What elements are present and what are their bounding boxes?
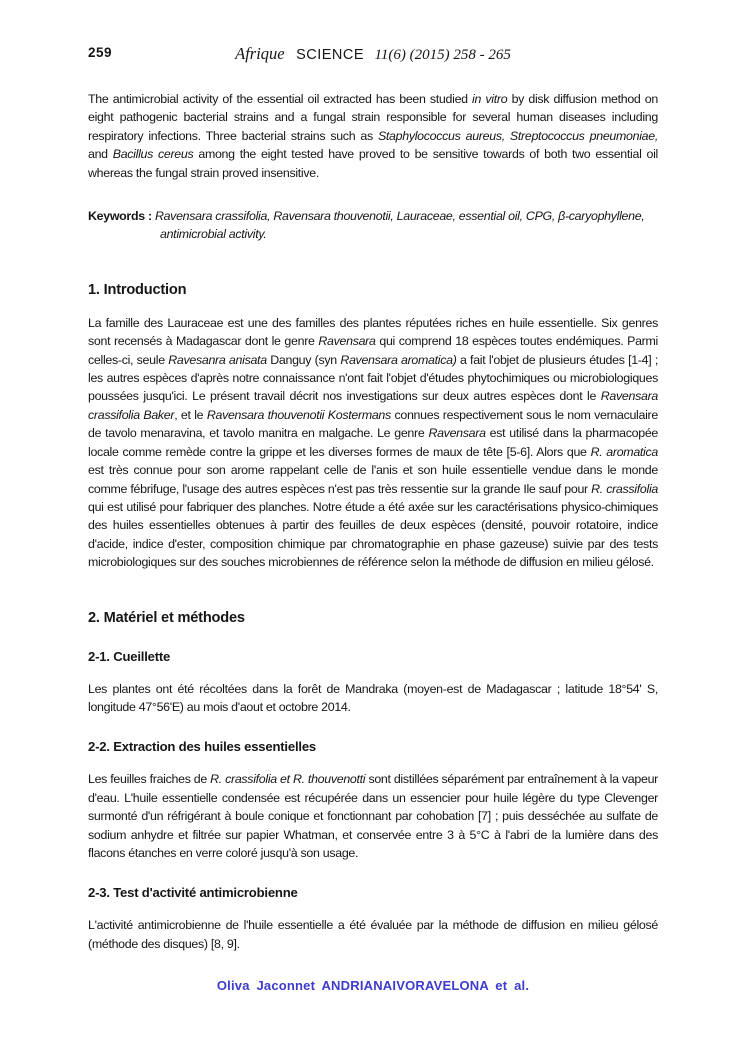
abstract-paragraph: The antimicrobial activity of the essential oil extracted has been studied in vitro by disk diffusion method on eight pathogenic bacterial strains and a fungal strain responsible for several human diseases including respiratory infections. Three bacterial strains such as Staphylococcus aureus, Streptococcus pneumoniae, and Bacillus cereus among the eight tested have proved to be sensitive towards of both two essential oil whereas the fungal strain proved insensitive. [88, 92, 658, 180]
subsection-heading-cueillette: 2-1. Cueillette [88, 648, 171, 664]
page-number: 259 [88, 45, 113, 60]
journal-title [235, 46, 511, 63]
keywords-paragraph: Keywords : Ravensara crassifolia, Ravensara thouvenotii, Lauraceae, essential oil, CPG, β-caryophyllene, antimicrobial activity. [88, 209, 645, 242]
section-heading-methods: 2. Matériel et méthodes [88, 609, 245, 626]
journal-name-italic: Afrique [235, 44, 285, 63]
section-heading-introduction: 1. Introduction [88, 281, 187, 298]
subsection-heading-extraction: 2-2. Extraction des huiles essentielles [88, 739, 316, 755]
introduction-paragraph: La famille des Lauraceae est une des familles des plantes réputées riches en huile essentielle. Six genres sont recensés à Madagascar dont le genre Ravensara qui comprend 18 espèces toutes endémiques. Parmi celles-ci, seule Ravesanra anisata Danguy (syn Ravensara aromatica) a fait l'objet de plusieurs études [1-4] ; les autres espèces d'après notre connaissance n'ont fait l'objet d'études phytochimiques ou microbiologiques poussées jusqu'ici. Le présent travail décrit nos investigations sur deux autres espèces dont le Ravensara crassifolia Baker, et le Ravensara thouvenotii Kostermans connues respectivement sous le nom vernaculaire de tavolo menaravina, et tavolo manitra en malgache. Le genre Ravensara est utilisé dans la pharmacopée locale comme remède contre la grippe et les diverses formes de maux de tête [5-6]. Alors que R. aromatica est très connue pour son arome rappelant celle de l'anis et son huile essentielle vendue dans le monde comme fébrifuge, l'usage des autres espèces n'est pas très ressentie sur la grande Ile sauf pour R. crassifolia qui est utilisé pour fabriquer des planches. Notre étude a été axée sur les caractérisations physico-chimiques des huiles essentielles obtenues à partir des feuilles de deux espèces (densité, pouvoir rotatoire, indice d'acide, indice d'ester, composition chimique par chromatographie en phase gazeuse) suivie par des tests microbiologiques sur des souches microbiennes de référence selon la méthode de diffusion en milieu gélosé. [88, 315, 658, 570]
footer-authors: Oliva Jaconnet ANDRIANAIVORAVELONA et al. [216, 978, 530, 994]
extraction-paragraph: Les feuilles fraiches de R. crassifolia et R. thouvenotti sont distillées séparément par entraînement à la vapeur d'eau. L'huile essentielle condensée est récupérée dans un essencier pour huile légère du type Clevenger surmonté d'un réfrigérant à boule conique et fonctionnant par cohobation [7] ; puis desséchée au sulfate de sodium anhydre et filtrée sur papier Whatman, et conservée entre 3 à 5°C à l'abri de la lumière dans des flacons étanches en verre coloré jusqu'à son usage. [88, 772, 658, 860]
subsection-heading-test-antimicrobien: 2-3. Test d'activité antimicrobienne [88, 885, 298, 901]
journal-name-caps: SCIENCE [296, 47, 365, 63]
journal-issue: 11(6) (2015) 258 - 265 [374, 47, 511, 63]
cueillette-paragraph: Les plantes ont été récoltées dans la forêt de Mandraka (moyen-est de Madagascar ; latitude 18°54' S, longitude 47°56'E) au mois d'aout et octobre 2014. [88, 681, 658, 714]
page-footer [88, 977, 658, 995]
test-antimicrobien-paragraph: L'activité antimicrobienne de l'huile essentielle a été évaluée par la méthode de diffusion en milieu gélosé (méthode des disques) [8, 9]. [88, 918, 658, 951]
page-header [88, 44, 658, 66]
page-body [88, 90, 658, 953]
